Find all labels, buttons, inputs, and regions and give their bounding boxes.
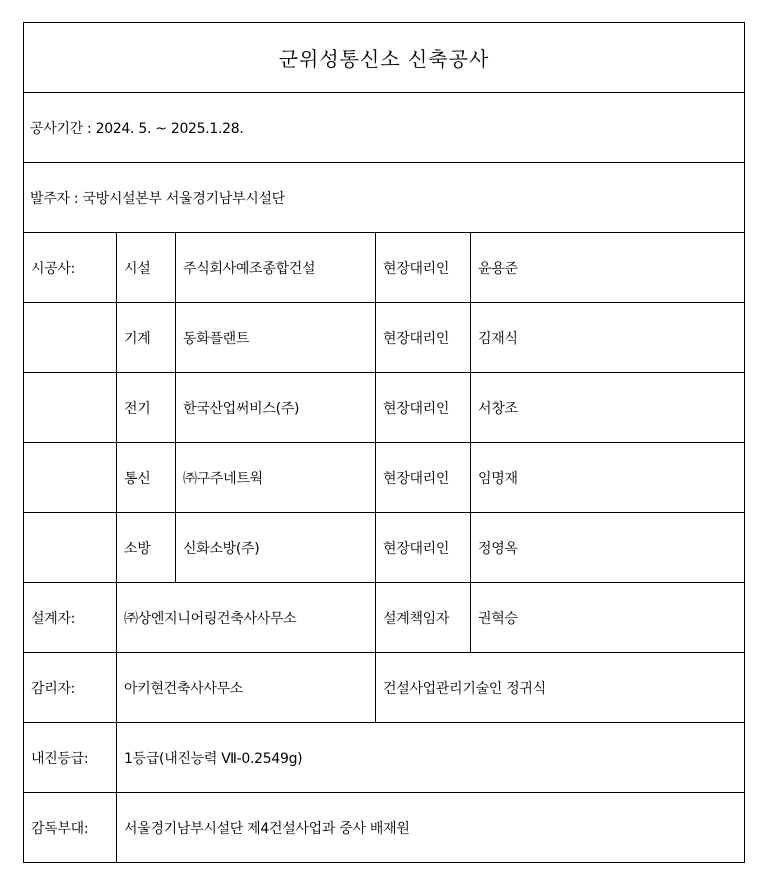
contractor-company: ㈜구주네트웍: [176, 443, 376, 513]
contractor-row: [24, 443, 745, 513]
contractor-company: 동화플랜트: [176, 303, 376, 373]
supervisor-role-person: 건설사업관리기술인 정귀식: [376, 653, 745, 723]
seismic-value: 1등급(내진능력 Ⅶ-0.2549g): [117, 723, 745, 793]
contractor-person: 윤용준: [471, 233, 745, 303]
designer-label: 설계자:: [24, 583, 117, 653]
construction-info-table: [23, 22, 745, 863]
contractor-field: 기계: [117, 303, 176, 373]
oversight-row: [24, 793, 745, 863]
contractor-role: 현장대리인: [376, 303, 471, 373]
construction-period: 공사기간 : 2024. 5. ~ 2025.1.28.: [24, 93, 745, 163]
designer-row: [24, 583, 745, 653]
contractor-role: 현장대리인: [376, 443, 471, 513]
supervisor-label: 감리자:: [24, 653, 117, 723]
client: 발주자 : 국방시설본부 서울경기남부시설단: [24, 163, 745, 233]
oversight-value: 서울경기남부시설단 제4건설사업과 중사 배재원: [117, 793, 745, 863]
contractor-person: 김재식: [471, 303, 745, 373]
designer-company: ㈜상엔지니어링건축사사무소: [117, 583, 376, 653]
contractor-role: 현장대리인: [376, 373, 471, 443]
title-row: [24, 23, 745, 93]
empty-cell: [24, 303, 117, 373]
contractor-row: [24, 513, 745, 583]
contractor-field: 소방: [117, 513, 176, 583]
contractor-label: 시공사:: [24, 233, 117, 303]
designer-role: 설계책임자: [376, 583, 471, 653]
contractor-role: 현장대리인: [376, 513, 471, 583]
construction-info-sheet: [23, 22, 744, 863]
contractor-company: 주식회사예조종합건설: [176, 233, 376, 303]
contractor-row: [24, 233, 745, 303]
empty-cell: [24, 373, 117, 443]
contractor-row: [24, 373, 745, 443]
contractor-company: 한국산업써비스(주): [176, 373, 376, 443]
contractor-person: 서창조: [471, 373, 745, 443]
contractor-row: [24, 303, 745, 373]
contractor-company: 신화소방(주): [176, 513, 376, 583]
designer-person: 권혁승: [471, 583, 745, 653]
empty-cell: [24, 443, 117, 513]
period-row: [24, 93, 745, 163]
contractor-field: 시설: [117, 233, 176, 303]
seismic-row: [24, 723, 745, 793]
contractor-field: 전기: [117, 373, 176, 443]
contractor-person: 정영옥: [471, 513, 745, 583]
contractor-role: 현장대리인: [376, 233, 471, 303]
contractor-field: 통신: [117, 443, 176, 513]
project-title: 군위성통신소 신축공사: [24, 23, 745, 93]
empty-cell: [24, 513, 117, 583]
contractor-person: 임명재: [471, 443, 745, 513]
supervisor-row: [24, 653, 745, 723]
supervisor-company: 아키현건축사사무소: [117, 653, 376, 723]
seismic-label: 내진등급:: [24, 723, 117, 793]
oversight-label: 감독부대:: [24, 793, 117, 863]
client-row: [24, 163, 745, 233]
